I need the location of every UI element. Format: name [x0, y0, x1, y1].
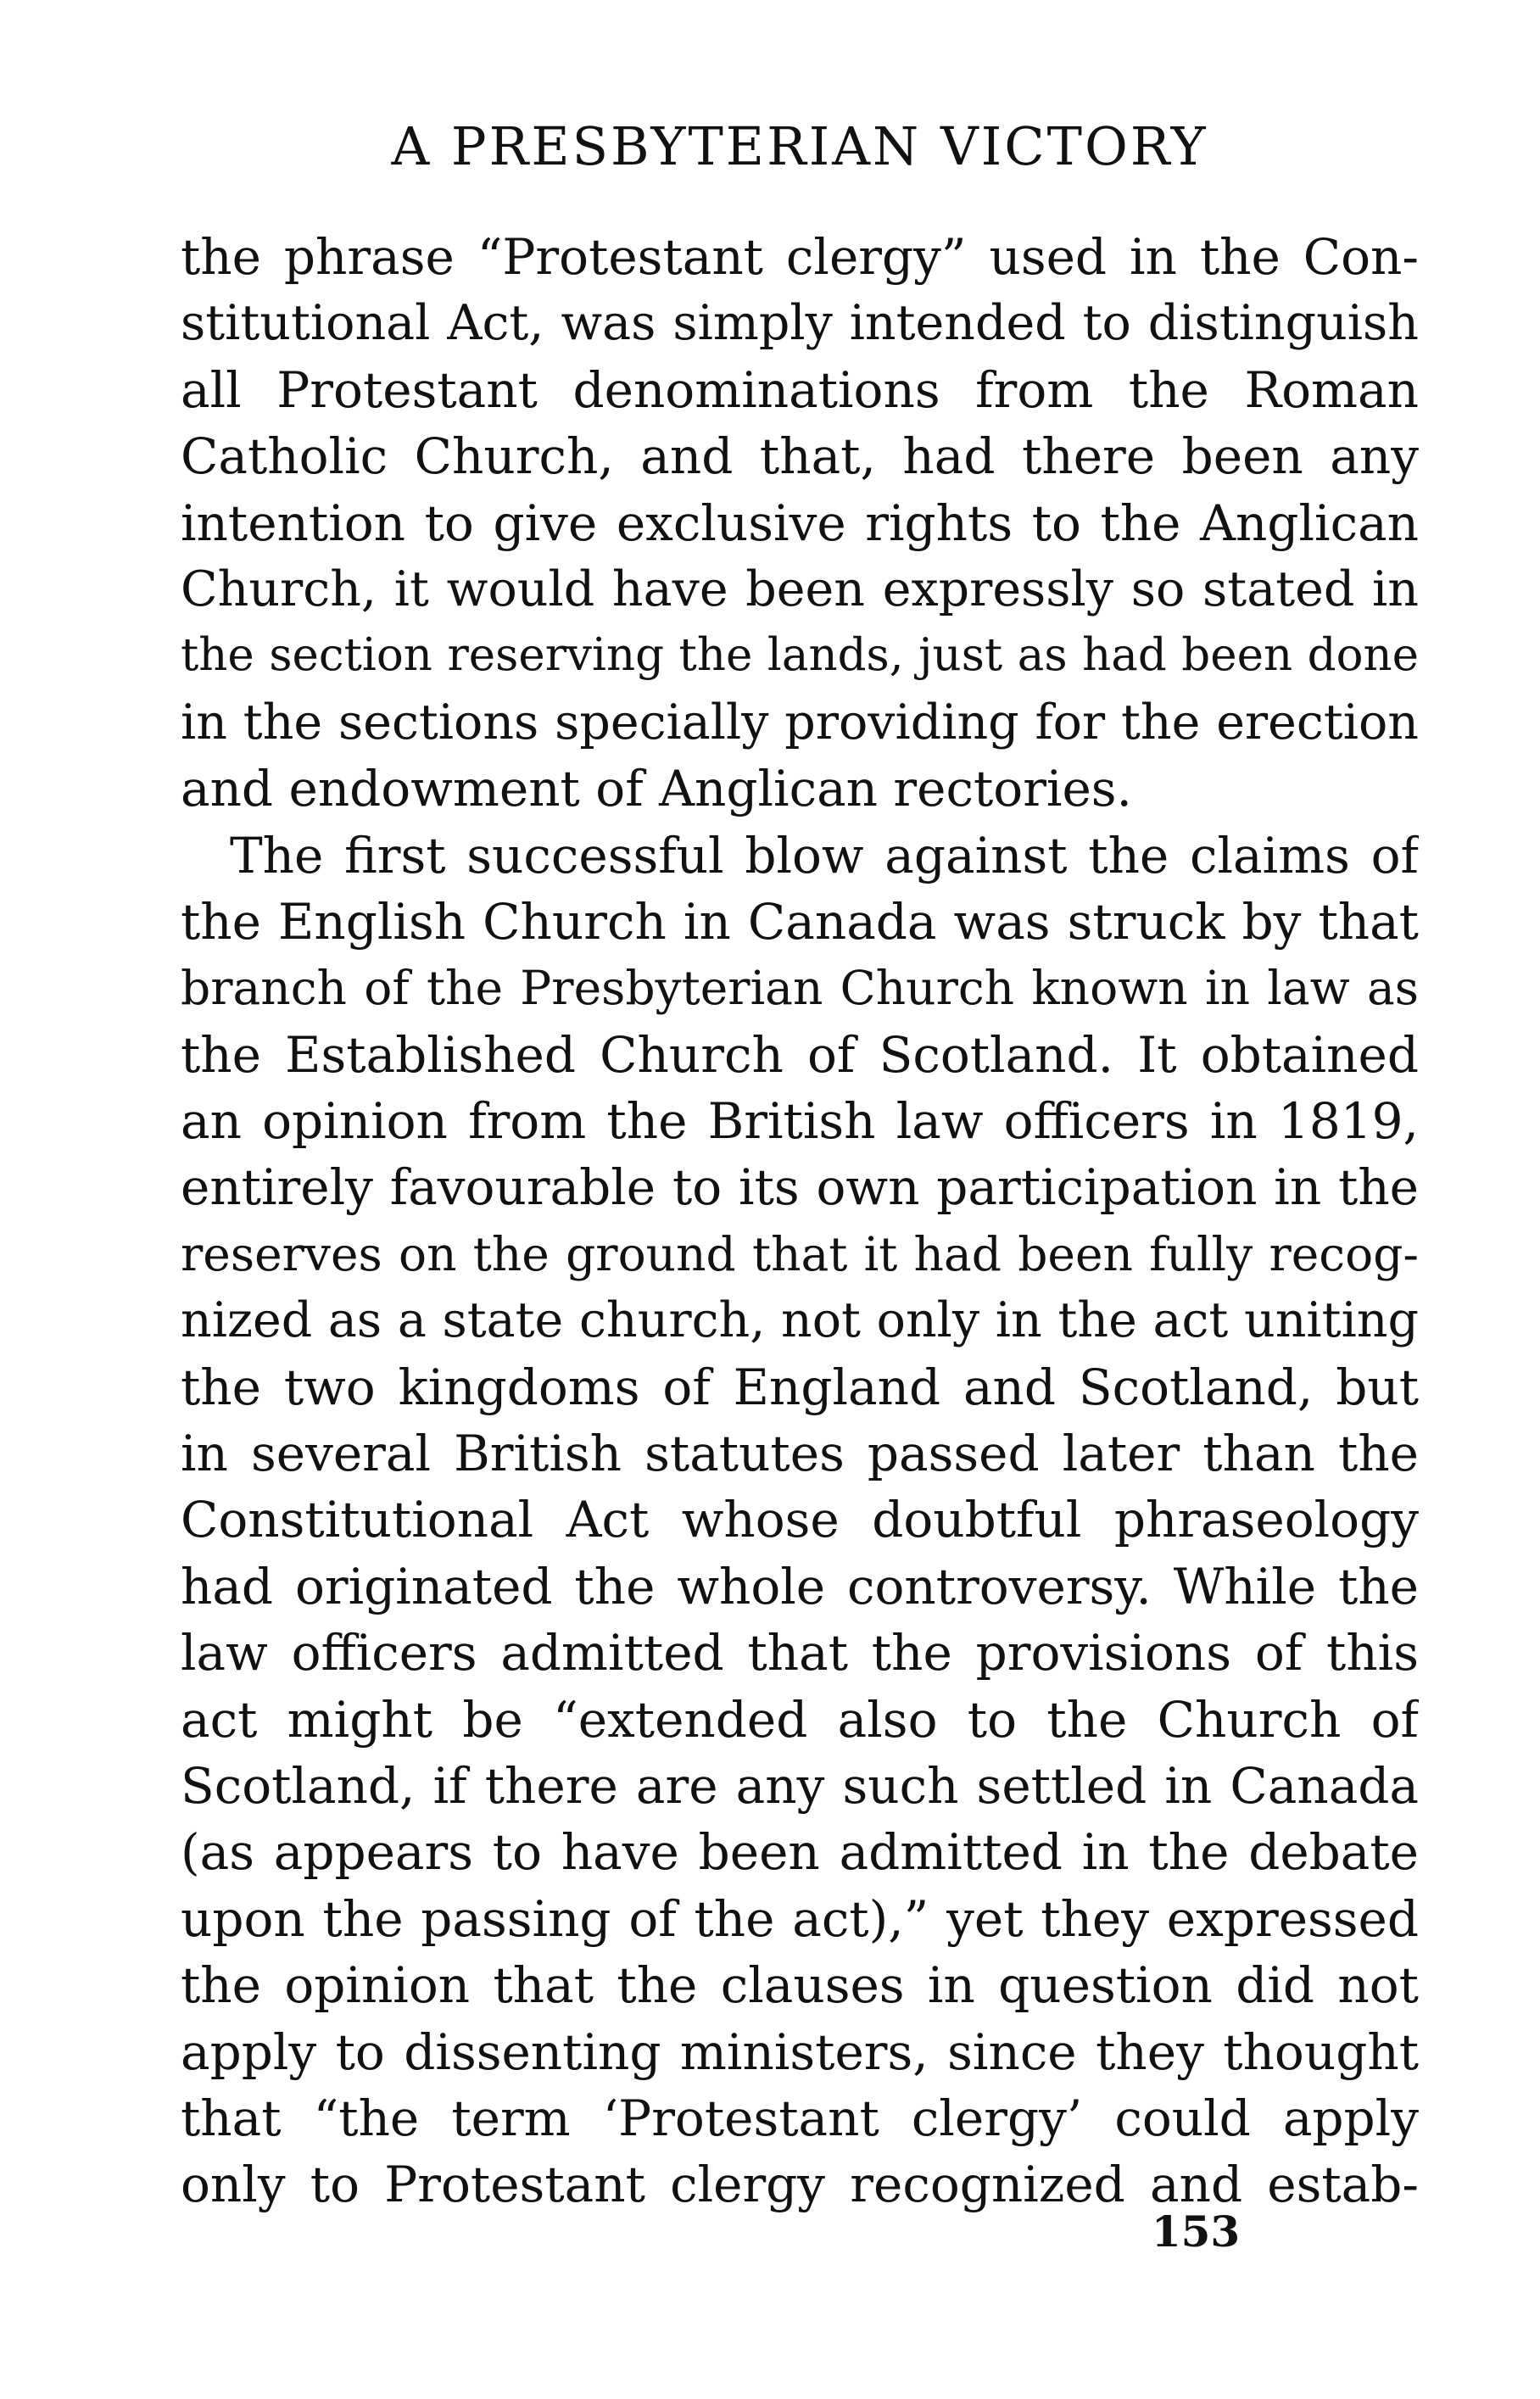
text-line: the two kingdoms of England and Scotland, but: [181, 1358, 1419, 1416]
running-head: A PRESBYTERIAN VICTORY: [391, 115, 1208, 177]
paragraph-start-line: The first successful blow against the claims of: [230, 826, 1419, 884]
text-line: the phrase “Protestant clergy” used in the Con-: [181, 228, 1419, 286]
text-line: the English Church in Canada was struck by that: [181, 892, 1419, 951]
text-line: (as appears to have been admitted in the debate: [181, 1823, 1419, 1882]
text-line: in the sections specially providing for the erection: [181, 694, 1419, 750]
text-line: law officers admitted that the provisions of this: [181, 1624, 1419, 1682]
text-line: in several British statutes passed later than the: [181, 1425, 1419, 1483]
body-text: [181, 224, 1419, 2218]
text-line: an opinion from the British law officers in 1819,: [181, 1092, 1419, 1151]
paragraph-end-line: and endowment of Anglican rectories.: [181, 760, 1132, 818]
text-line: intention to give exclusive rights to the Anglican: [181, 494, 1419, 552]
text-line: the section reserving the lands, just as had been done: [181, 629, 1419, 682]
page-number: 153: [1151, 2207, 1241, 2257]
text-line: entirely favourable to its own participation in the: [181, 1158, 1419, 1217]
text-line: the opinion that the clauses in question did not: [181, 1956, 1419, 2015]
text-line: reserves on the ground that it had been fully recog-: [181, 1226, 1419, 1281]
text-line: Scotland, if there are any such settled in Canada: [181, 1756, 1419, 1815]
text-line: upon the passing of the act),” yet they expressed: [181, 1889, 1419, 1948]
text-line: had originated the whole controversy. While the: [181, 1557, 1419, 1615]
text-line: apply to dissenting ministers, since they thought: [181, 2022, 1419, 2081]
text-line: Constitutional Act whose doubtful phraseology: [181, 1491, 1419, 1549]
text-line: only to Protestant clergy recognized and estab-: [181, 2156, 1419, 2214]
text-line: stitutional Act, was simply intended to distinguish: [181, 295, 1419, 352]
text-line: Catholic Church, and that, had there been any: [181, 427, 1419, 486]
text-line: Church, it would have been expressly so stated in: [181, 561, 1419, 617]
text-line: that “the term ‘Protestant clergy’ could apply: [181, 2089, 1419, 2147]
text-line: act might be “extended also to the Church of: [181, 1690, 1419, 1749]
text-line: branch of the Presbyterian Church known in law as: [181, 961, 1419, 1016]
text-line: the Established Church of Scotland. It obtained: [181, 1025, 1419, 1084]
text-line: all Protestant denominations from the Roman: [181, 360, 1419, 419]
text-line: nized as a state church, not only in the act uniting: [181, 1292, 1419, 1349]
